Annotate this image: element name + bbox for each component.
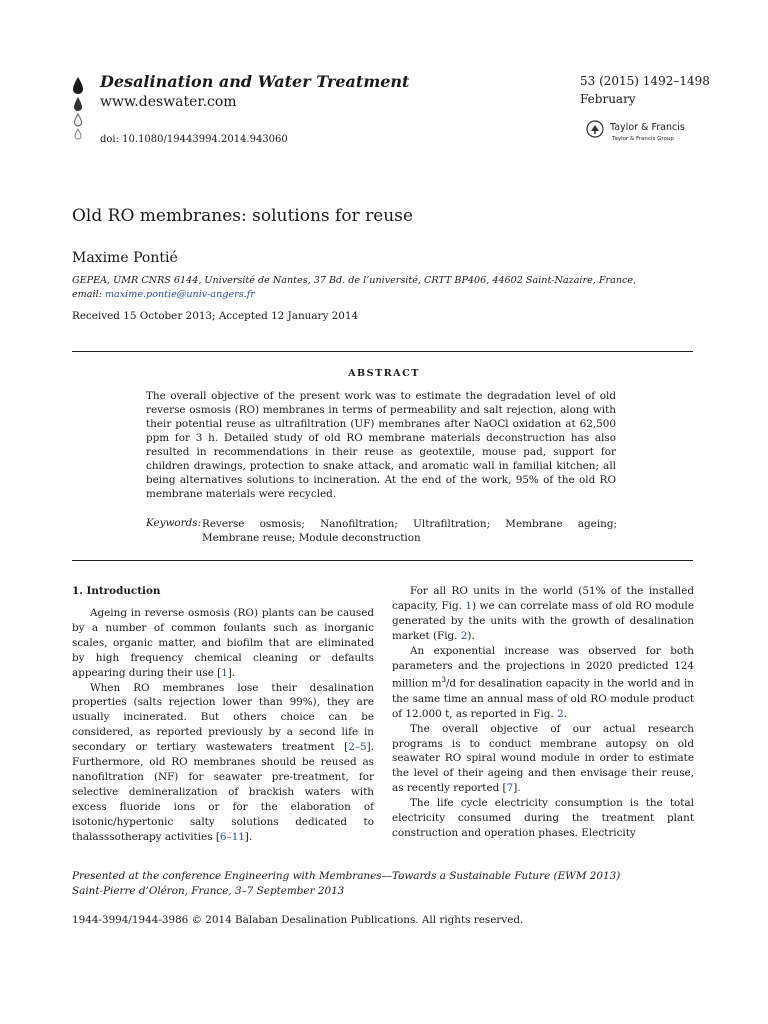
right-column [392, 584, 694, 841]
section-heading-introduction: 1. Introduction [72, 585, 161, 597]
conference-location: Saint-Pierre d’Oléron, France, 3–7 September 2013 [72, 885, 345, 897]
keywords-text: Reverse osmosis; Nanofiltration; Ultrafiltration; Membrane ageing; Membrane reuse; Module deconstruction [202, 518, 617, 544]
citation-link[interactable]: 2–5 [348, 741, 367, 754]
issue-month: February [580, 92, 636, 106]
paragraph [392, 722, 694, 797]
text-run: ]. Furthermore, old RO membranes should be reused as nanofiltration (NF) for seawater pre-treatment, for selective demineralization of brackish waters with excess fluoride ions or for the elaboration of isotonic/hypertonic salty solutions dedicated to thalasssotherapy activities [ [72, 741, 374, 843]
paper-title: Old RO membranes: solutions for reuse [72, 206, 414, 226]
taylor-francis-logo-icon [586, 120, 604, 138]
superscript: 3 [441, 676, 446, 685]
citation-link[interactable]: 6–11 [219, 830, 245, 843]
left-column [72, 606, 374, 845]
volume-pages: 53 (2015) 1492–1498 [580, 74, 710, 88]
text-run: Ageing in reverse osmosis (RO) plants can be caused by a number of common foulants such as inorganic scales, organic matter, and biofilm that are eliminated by high frequency chemical cleaning or defaults appearing during their use [ [72, 607, 374, 679]
journal-url[interactable]: www.deswater.com [100, 94, 237, 110]
abstract-top-rule [72, 351, 693, 352]
figure-link[interactable]: 2 [557, 707, 564, 720]
text-run: ]. [513, 782, 521, 795]
email-line [72, 289, 255, 300]
figure-link[interactable]: 2 [460, 629, 468, 642]
copyright-line: 1944-3994/1944-3986 © 2014 Balaban Desalination Publications. All rights reserved. [72, 914, 524, 926]
paragraph: The life cycle electricity consumption is the total electricity consumed during the treatment plant construction and operation phases. Electricity [392, 797, 694, 839]
conference-note: Presented at the conference Engineering with Membranes—Towards a Sustainable Future (EWM 2013) [72, 870, 621, 882]
text-run: When RO membranes lose their desalination properties (salts rejection lower than 99%), they are usually incinerated. But others choice can be considered, as reported previously by a second life in secondary or tertiary wastewaters treatment [ [72, 681, 374, 754]
text-run: ) we can correlate mass of old RO module generated by the units with the growth of desalination market (Fig. [392, 599, 694, 642]
water-drops-icon [70, 75, 86, 145]
abstract-heading: ABSTRACT [348, 368, 420, 379]
paragraph [72, 681, 374, 845]
text-run: An exponential increase was observed for both parameters and the projections in 2020 predicted 124 million m [392, 644, 694, 690]
email-link[interactable]: maxime.pontie@univ-angers.fr [104, 289, 255, 300]
citation-link[interactable]: 7 [506, 782, 514, 795]
text-run: . [563, 707, 567, 720]
abstract-bottom-rule [72, 560, 693, 561]
text-run: ]. [244, 830, 253, 843]
email-label: email: [72, 289, 102, 300]
text-run: /d for desalination capacity in the world and in the same time an annual mass of old RO module product of 12.000 t, as reported in Fig. [392, 677, 694, 720]
journal-title: Desalination and Water Treatment [100, 72, 410, 91]
paragraph [392, 584, 694, 644]
paragraph [392, 644, 694, 722]
publisher-name: Taylor & Francis [610, 122, 685, 133]
author-name: Maxime Pontié [72, 250, 178, 266]
affiliation: GEPEA, UMR CNRS 6144, Université de Nantes, 37 Bd. de l’université, CRTT BP406, 44602 Saint-Nazaire, France, [72, 275, 637, 286]
abstract-text: The overall objective of the present work was to estimate the degradation level of old reverse osmosis (RO) membranes in terms of permeability and salt rejection, along with their potential reuse as ultrafiltration (UF) membranes after NaOCl oxidation at 62,500 ppm for 3 h. Detailed study of old RO membrane materials deconstruction has also resulted in recommendations in their reuse as geotextile, mouse pad, support for children drawings, protection to snake attack, and aromatic wall in familial kitchen; all being alternatives solutions to incineration. At the end of the work, 95% of the old RO membrane materials were recycled. [146, 390, 616, 500]
keywords-label: Keywords: [146, 517, 202, 529]
figure-link[interactable]: 1 [465, 599, 473, 612]
received-dates: Received 15 October 2013; Accepted 12 January 2014 [72, 310, 359, 322]
paragraph [72, 606, 374, 681]
publisher-group: Taylor & Francis Group [612, 136, 674, 142]
citation-link[interactable]: 1 [221, 666, 228, 679]
text-run: For all RO units in the world (51% of the installed capacity, Fig. [392, 585, 694, 612]
text-run: ]. [227, 666, 236, 679]
text-run: ). [467, 629, 475, 642]
doi[interactable]: doi: 10.1080/19443994.2014.943060 [100, 134, 288, 145]
text-run: The overall objective of our actual research programs is to conduct membrane autopsy on old seawater RO spiral wound module in order to estimate the level of their ageing and then envisage their reuse, as recently reported [ [392, 722, 694, 795]
